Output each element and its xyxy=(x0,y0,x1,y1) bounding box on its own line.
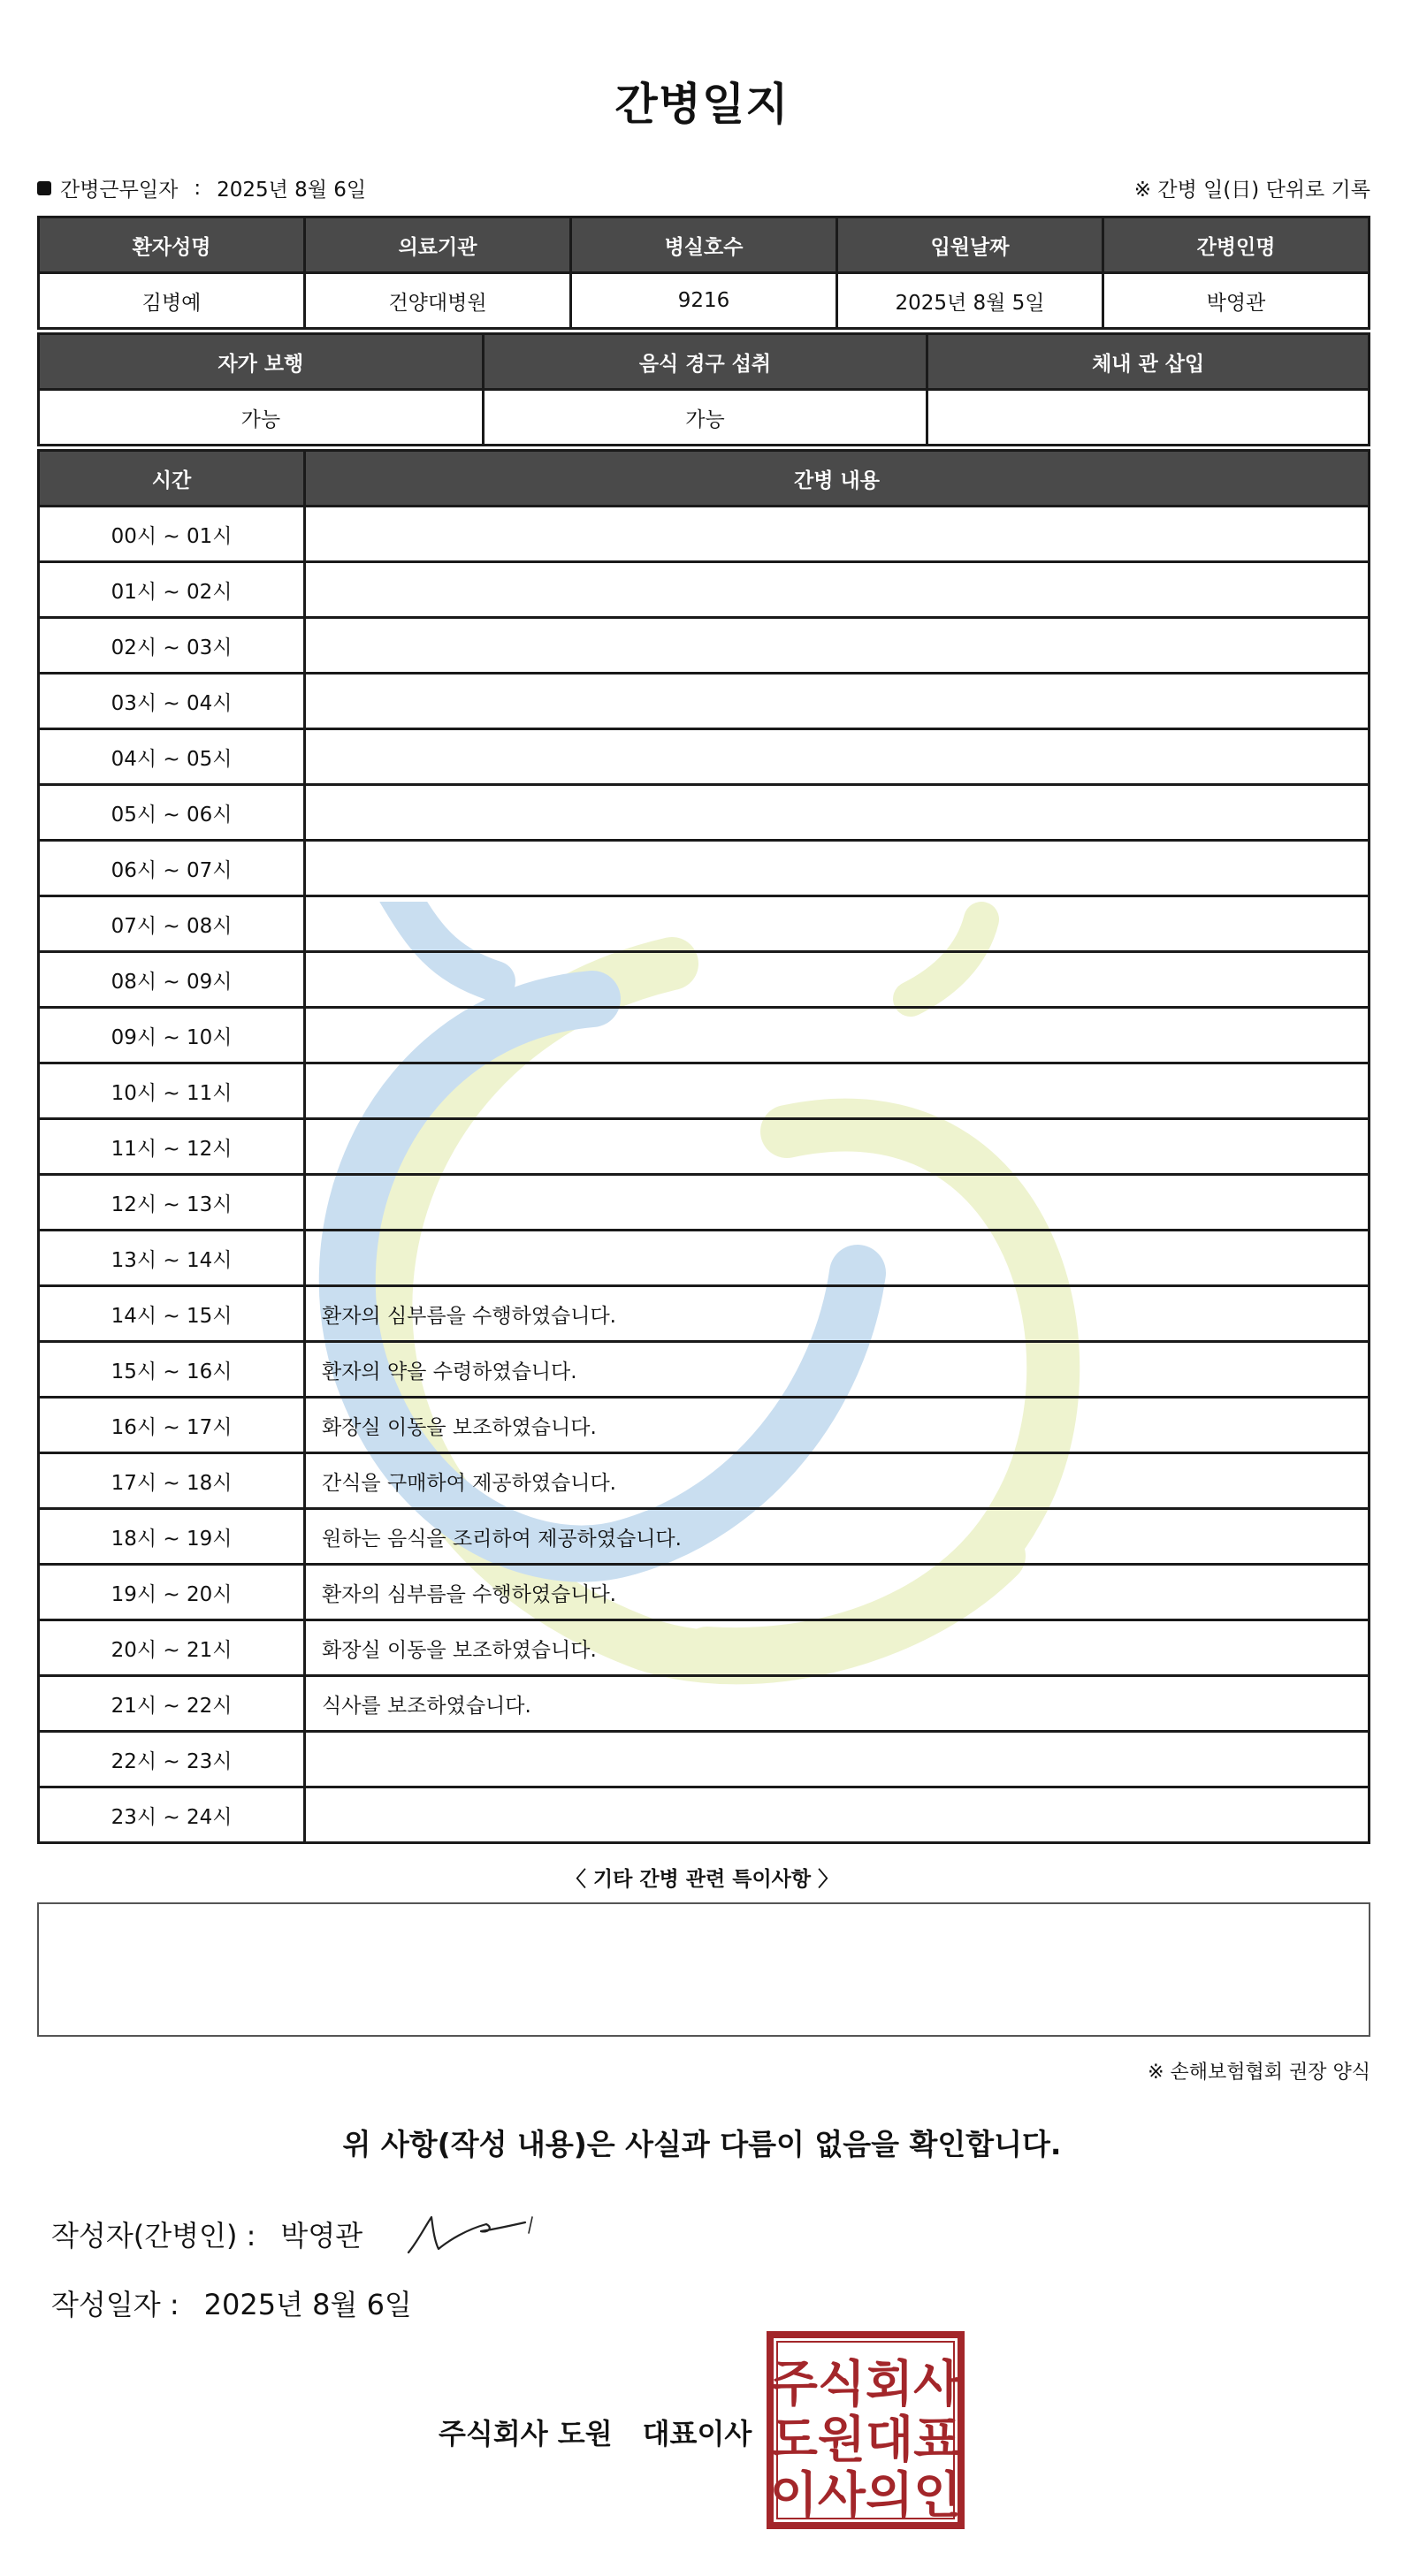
table-row xyxy=(39,562,1370,618)
patient-info-value-row xyxy=(39,273,1370,329)
time-slot-cell: 02시 ~ 03시 xyxy=(39,618,305,674)
table-row xyxy=(39,1231,1370,1286)
header-tube-insertion: 체내 관 삽입 xyxy=(927,334,1370,390)
care-content-cell[interactable] xyxy=(305,1119,1370,1175)
meta-row xyxy=(37,173,1370,205)
table-row xyxy=(39,1676,1370,1732)
care-content-cell[interactable]: 원하는 음식을 조리하여 제공하였습니다. xyxy=(305,1509,1370,1565)
care-content-cell[interactable]: 환자의 약을 수령하였습니다. xyxy=(305,1342,1370,1398)
hourly-care-log-table xyxy=(37,449,1370,1844)
table-row xyxy=(39,1286,1370,1342)
care-content-cell[interactable] xyxy=(305,952,1370,1008)
time-slot-cell: 00시 ~ 01시 xyxy=(39,507,305,562)
writer-label: 작성자(간병인) : xyxy=(51,2219,256,2252)
care-content-cell[interactable] xyxy=(305,507,1370,562)
time-slot-cell: 09시 ~ 10시 xyxy=(39,1008,305,1063)
record-unit-note: ※ 간병 일(日) 단위로 기록 xyxy=(1133,179,1370,202)
written-date-label: 작성일자 : xyxy=(51,2288,179,2321)
association-recommended-form-note: ※ 손해보험협회 권장 양식 xyxy=(1148,2062,1370,2084)
oral-intake-cell: 가능 xyxy=(483,390,927,446)
time-slot-cell: 06시 ~ 07시 xyxy=(39,841,305,896)
log-header-row xyxy=(39,451,1370,507)
writer-line xyxy=(51,2214,362,2254)
care-content-cell[interactable] xyxy=(305,841,1370,896)
table-row xyxy=(39,1175,1370,1231)
ceo-title: 대표이사 xyxy=(642,2417,752,2450)
care-content-cell[interactable] xyxy=(305,1231,1370,1286)
header-care-content: 간병 내용 xyxy=(305,451,1370,507)
care-content-cell[interactable] xyxy=(305,1175,1370,1231)
tube-insertion-cell xyxy=(927,390,1370,446)
svg-text:도원대표: 도원대표 xyxy=(769,2412,962,2469)
table-row xyxy=(39,1732,1370,1787)
care-content-cell[interactable] xyxy=(305,1063,1370,1119)
table-row xyxy=(39,729,1370,785)
care-content-cell[interactable] xyxy=(305,785,1370,841)
patient-info-header-row xyxy=(39,217,1370,273)
ability-header-row xyxy=(39,334,1370,390)
work-date-separator: : xyxy=(194,176,202,200)
company-seal-stamp xyxy=(766,2330,965,2530)
page-title: 간병일지 xyxy=(614,79,790,130)
care-content-cell[interactable] xyxy=(305,1732,1370,1787)
table-row xyxy=(39,1787,1370,1843)
time-slot-cell: 23시 ~ 24시 xyxy=(39,1787,305,1843)
log-rows xyxy=(39,507,1370,1843)
care-content-cell[interactable]: 식사를 보조하였습니다. xyxy=(305,1676,1370,1732)
written-date-line xyxy=(51,2283,412,2323)
table-row xyxy=(39,1398,1370,1453)
table-row xyxy=(39,896,1370,952)
written-date-value: 2025년 8월 6일 xyxy=(203,2288,412,2321)
room-number-cell: 9216 xyxy=(571,273,837,329)
care-content-cell[interactable] xyxy=(305,896,1370,952)
time-slot-cell: 07시 ~ 08시 xyxy=(39,896,305,952)
care-content-cell[interactable] xyxy=(305,674,1370,729)
table-row xyxy=(39,1565,1370,1620)
handwritten-signature xyxy=(405,2206,546,2260)
time-slot-cell: 20시 ~ 21시 xyxy=(39,1620,305,1676)
header-oral-intake: 음식 경구 섭취 xyxy=(483,334,927,390)
table-row xyxy=(39,1509,1370,1565)
confirmation-statement: 위 사항(작성 내용)은 사실과 다름이 없음을 확인합니다. xyxy=(342,2127,1062,2161)
special-notes-box[interactable] xyxy=(37,1902,1370,2037)
care-content-cell[interactable]: 간식을 구매하여 제공하였습니다. xyxy=(305,1453,1370,1509)
table-row xyxy=(39,1453,1370,1509)
caregiver-name-cell: 박영관 xyxy=(1103,273,1370,329)
patient-info-table xyxy=(37,216,1370,330)
patient-name-cell: 김병예 xyxy=(39,273,305,329)
table-row xyxy=(39,1620,1370,1676)
care-content-cell[interactable] xyxy=(305,1008,1370,1063)
time-slot-cell: 12시 ~ 13시 xyxy=(39,1175,305,1231)
time-slot-cell: 16시 ~ 17시 xyxy=(39,1398,305,1453)
time-slot-cell: 04시 ~ 05시 xyxy=(39,729,305,785)
care-content-cell[interactable]: 환자의 심부름을 수행하였습니다. xyxy=(305,1286,1370,1342)
time-slot-cell: 15시 ~ 16시 xyxy=(39,1342,305,1398)
table-row xyxy=(39,618,1370,674)
header-time: 시간 xyxy=(39,451,305,507)
table-row xyxy=(39,952,1370,1008)
square-bullet-icon xyxy=(37,181,51,195)
work-date-label: 간병근무일자 xyxy=(60,179,179,202)
hospital-cell: 건양대병원 xyxy=(305,273,571,329)
header-admission-date: 입원날짜 xyxy=(837,217,1103,273)
time-slot-cell: 17시 ~ 18시 xyxy=(39,1453,305,1509)
company-signature-line xyxy=(439,2412,752,2452)
svg-text:주식회사: 주식회사 xyxy=(769,2356,962,2413)
header-caregiver-name: 간병인명 xyxy=(1103,217,1370,273)
work-date-info xyxy=(37,173,366,202)
ability-value-row xyxy=(39,390,1370,446)
time-slot-cell: 11시 ~ 12시 xyxy=(39,1119,305,1175)
admission-date-cell: 2025년 8월 5일 xyxy=(837,273,1103,329)
time-slot-cell: 14시 ~ 15시 xyxy=(39,1286,305,1342)
table-row xyxy=(39,1063,1370,1119)
care-content-cell[interactable]: 화장실 이동을 보조하였습니다. xyxy=(305,1620,1370,1676)
header-self-walking: 자가 보행 xyxy=(39,334,484,390)
table-row xyxy=(39,841,1370,896)
header-patient-name: 환자성명 xyxy=(39,217,305,273)
patient-ability-table xyxy=(37,332,1370,446)
table-row xyxy=(39,1008,1370,1063)
care-content-cell[interactable] xyxy=(305,618,1370,674)
time-slot-cell: 19시 ~ 20시 xyxy=(39,1565,305,1620)
care-content-cell[interactable] xyxy=(305,1787,1370,1843)
time-slot-cell: 13시 ~ 14시 xyxy=(39,1231,305,1286)
time-slot-cell: 22시 ~ 23시 xyxy=(39,1732,305,1787)
header-room-number: 병실호수 xyxy=(571,217,837,273)
work-date-value: 2025년 8월 6일 xyxy=(217,179,367,202)
special-notes-title: 〈 기타 간병 관련 특이사항 〉 xyxy=(565,1868,839,1891)
writer-name: 박영관 xyxy=(280,2219,363,2252)
time-slot-cell: 08시 ~ 09시 xyxy=(39,952,305,1008)
table-row xyxy=(39,1342,1370,1398)
time-slot-cell: 01시 ~ 02시 xyxy=(39,562,305,618)
header-hospital: 의료기관 xyxy=(305,217,571,273)
care-content-cell[interactable]: 화장실 이동을 보조하였습니다. xyxy=(305,1398,1370,1453)
care-content-cell[interactable]: 환자의 심부름을 수행하였습니다. xyxy=(305,1565,1370,1620)
care-content-cell[interactable] xyxy=(305,562,1370,618)
table-row xyxy=(39,507,1370,562)
time-slot-cell: 03시 ~ 04시 xyxy=(39,674,305,729)
time-slot-cell: 10시 ~ 11시 xyxy=(39,1063,305,1119)
svg-text:이사의인: 이사의인 xyxy=(769,2467,962,2525)
self-walking-cell: 가능 xyxy=(39,390,484,446)
company-name: 주식회사 도원 xyxy=(439,2417,613,2450)
table-row xyxy=(39,1119,1370,1175)
time-slot-cell: 21시 ~ 22시 xyxy=(39,1676,305,1732)
time-slot-cell: 05시 ~ 06시 xyxy=(39,785,305,841)
table-row xyxy=(39,785,1370,841)
table-row xyxy=(39,674,1370,729)
care-content-cell[interactable] xyxy=(305,729,1370,785)
time-slot-cell: 18시 ~ 19시 xyxy=(39,1509,305,1565)
